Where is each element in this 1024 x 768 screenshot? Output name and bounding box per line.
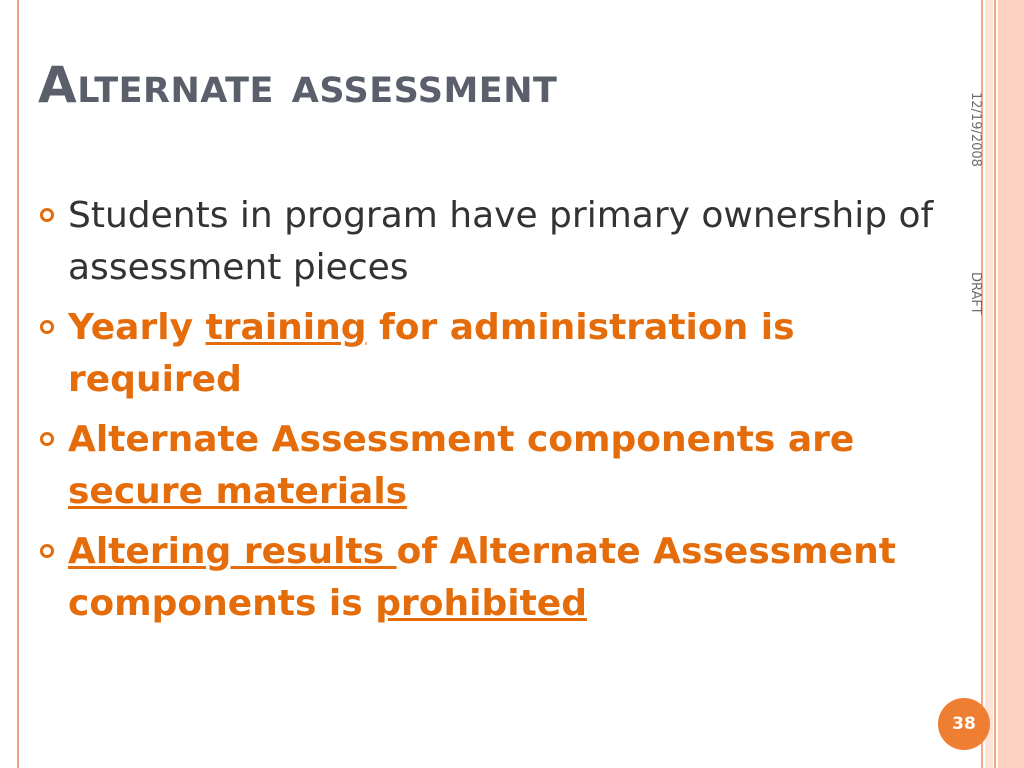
bullet-item: [38, 190, 938, 294]
bullet-circle-icon: [40, 320, 54, 334]
bullet-circle-icon: [40, 208, 54, 222]
stripe: [985, 0, 993, 768]
bullet-text: Alternate Assessment components are: [68, 419, 855, 460]
bullet-item: [38, 414, 938, 518]
bullet-item: [38, 302, 938, 406]
bullet-underlined-text: secure materials: [68, 471, 408, 512]
bullet-circle-icon: [40, 432, 54, 446]
bullet-item: [38, 526, 938, 630]
left-accent-rule: [17, 0, 19, 768]
slide-title: Alternate assessment: [38, 56, 558, 114]
bullet-text: Yearly: [68, 307, 206, 348]
right-decorative-stripes: [981, 0, 1024, 768]
bullet-circle-icon: [40, 544, 54, 558]
slide-date: 12/19/2008: [968, 92, 983, 167]
page-number-badge: 38: [938, 698, 990, 750]
bullet-text: for administration is required: [68, 307, 795, 400]
bullet-list: [38, 190, 938, 638]
bullet-underlined-text: prohibited: [375, 583, 587, 624]
stripe: [994, 0, 996, 768]
stripe: [998, 0, 1024, 768]
draft-label: DRAFT: [968, 272, 983, 315]
bullet-underlined-text: training: [205, 307, 367, 348]
bullet-text: Students in program have primary ownership of assessment pieces: [68, 195, 934, 288]
bullet-text: of Alternate Assessment components is: [68, 531, 896, 624]
bullet-underlined-text: Altering results: [68, 531, 397, 572]
